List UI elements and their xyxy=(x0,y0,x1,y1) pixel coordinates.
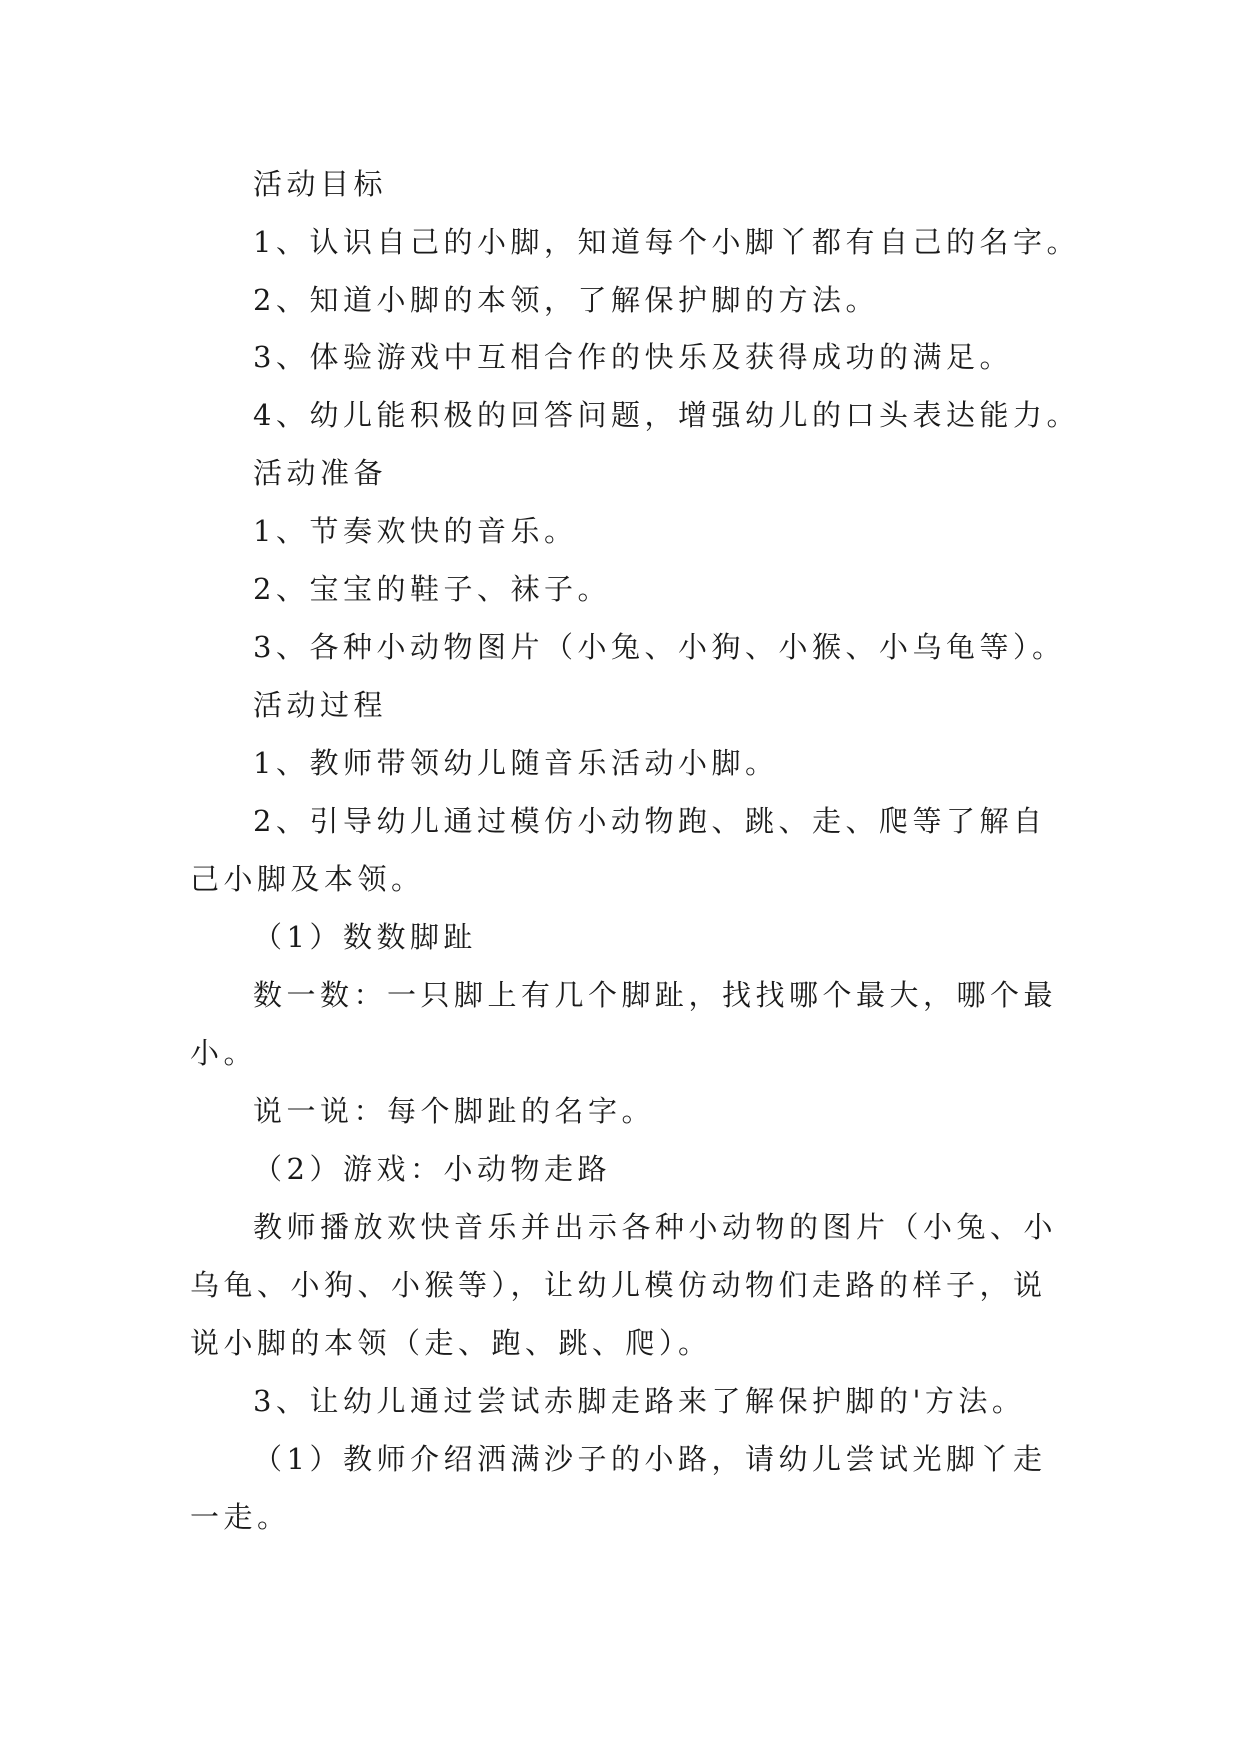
paragraph-line: （1）教师介绍洒满沙子的小路，请幼儿尝试光脚丫走 xyxy=(253,1442,1047,1476)
subheading-line: （2）游戏：小动物走路 xyxy=(253,1152,611,1186)
paragraph-line: 数一数：一只脚上有几个脚趾，找找哪个最大，哪个最 xyxy=(253,978,1058,1012)
paragraph-line: 小。 xyxy=(190,1036,258,1070)
section-heading-process: 活动过程 xyxy=(253,688,388,722)
paragraph-line: 3、各种小动物图片（小兔、小狗、小猴、小乌龟等）。 xyxy=(253,630,1066,664)
paragraph-line: 2、宝宝的鞋子、袜子。 xyxy=(253,572,611,606)
paragraph-line: 1、节奏欢快的音乐。 xyxy=(253,514,578,548)
paragraph-line: 说小脚的本领（走、跑、跳、爬）。 xyxy=(190,1326,712,1360)
subheading-line: （1）数数脚趾 xyxy=(253,920,477,954)
paragraph-line: 说一说：每个脚趾的名字。 xyxy=(253,1094,656,1128)
paragraph-line: 3、让幼儿通过尝试赤脚走路来了解保护脚的'方法。 xyxy=(253,1384,1026,1418)
paragraph-line: 4、幼儿能积极的回答问题，增强幼儿的口头表达能力。 xyxy=(253,398,1080,432)
paragraph-line: 己小脚及本领。 xyxy=(190,862,425,896)
paragraph-line: 乌龟、小狗、小猴等），让幼儿模仿动物们走路的样子，说 xyxy=(190,1268,1047,1302)
section-heading-goals: 活动目标 xyxy=(253,167,388,201)
paragraph-line: 3、体验游戏中互相合作的快乐及获得成功的满足。 xyxy=(253,340,1013,374)
paragraph-line: 2、引导幼儿通过模仿小动物跑、跳、走、爬等了解自 xyxy=(253,804,1047,838)
section-heading-preparation: 活动准备 xyxy=(253,456,388,490)
paragraph-line: 2、知道小脚的本领，了解保护脚的方法。 xyxy=(253,283,879,317)
paragraph-line: 1、教师带领幼儿随音乐活动小脚。 xyxy=(253,746,779,780)
paragraph-line: 1、认识自己的小脚，知道每个小脚丫都有自己的名字。 xyxy=(253,225,1080,259)
paragraph-line: 教师播放欢快音乐并出示各种小动物的图片（小兔、小 xyxy=(253,1210,1058,1244)
paragraph-line: 一走。 xyxy=(190,1500,291,1534)
